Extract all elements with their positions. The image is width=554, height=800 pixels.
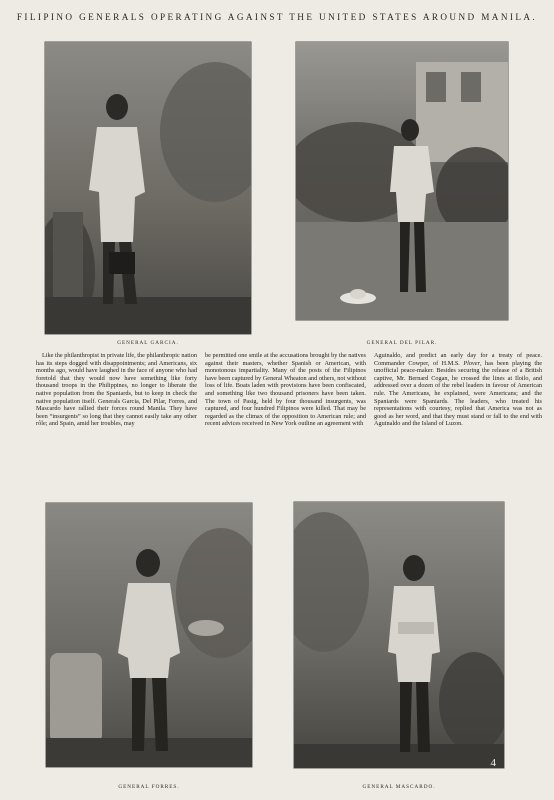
photo-general-forres <box>46 503 252 767</box>
article-column-3 <box>374 352 542 428</box>
article-text-col2: be permitted one smile at the accusations brought by the natives against their masters, whether Spanish or American, with monotonous impartiality. Many of the posts of the Filipinos have been captured by General Wheaton and others, not without loss of life. Boats laden with provisions have been confiscated, and something like two thousand prisoners have been taken. The town of Pasig, held by four thousand insurgents, was captured, and four hundred Filipinos were killed. That may be regarded as the climax of the opposition to American rule; and recent advices received in New York outline an agreement with <box>205 352 366 428</box>
ship-name: Plover <box>463 359 481 367</box>
article-text-col3-a: Aguinaldo, and predict an early day for a treaty of peace. Commander Cowper, of H.M.S. <box>374 352 542 367</box>
article-column-1 <box>36 352 197 428</box>
page-headline: FILIPINO GENERALS OPERATING AGAINST THE UNITED STATES AROUND MANILA. <box>16 12 538 22</box>
photo-general-mascardo <box>294 502 504 768</box>
page-number: 4 <box>490 757 496 769</box>
portrait-forres-image <box>46 503 252 767</box>
photo-general-del-pilar <box>296 42 508 320</box>
article-text-col1: Like the philanthropist in private life, the philanthropic nation has its steps dogged with disappointments; and Americans, six months ago, would have laughed in the face of anyone who had foretold that they would now have something like forty thousand troops in the Philippines, no longer to liberate the native population from the Spaniards, but to keep in check the native population itself. Generals Garcia, Del Pilar, Forres, and Mascardo have rallied their forces round Manila. They have been “insurgents” so long that they cannot easily take any other rôle; and Spain, amid her troubles, may <box>36 352 197 428</box>
caption-del-pilar: GENERAL DEL PILAR. <box>366 340 438 346</box>
portrait-garcia-image <box>45 42 251 334</box>
portrait-mascardo-image <box>294 502 504 768</box>
caption-forres: GENERAL FORRES. <box>118 784 180 790</box>
portrait-del-pilar-image <box>296 42 508 320</box>
caption-garcia: GENERAL GARCIA. <box>117 340 179 346</box>
caption-mascardo: GENERAL MASCARDO. <box>362 784 436 790</box>
article-text-col3 <box>374 352 542 428</box>
photo-general-garcia <box>45 42 251 334</box>
article-column-2 <box>205 352 366 428</box>
article-text-col3-b: , has been playing the unofficial peace-maker. Besides securing the release of a British captive, Mr. Bernard Cogan, he crossed the lines at Iloilo, and addressed over a dozen of the rebel leaders in favour of American rule. The Americans, he explained, were Americans; and the Spaniards were Spaniards. The leaders, who treated his representations with courtesy, replied that America was not as good as her word, and that they must stand or fall to the end with Aguinaldo and the Island of Luzon. <box>374 359 542 428</box>
